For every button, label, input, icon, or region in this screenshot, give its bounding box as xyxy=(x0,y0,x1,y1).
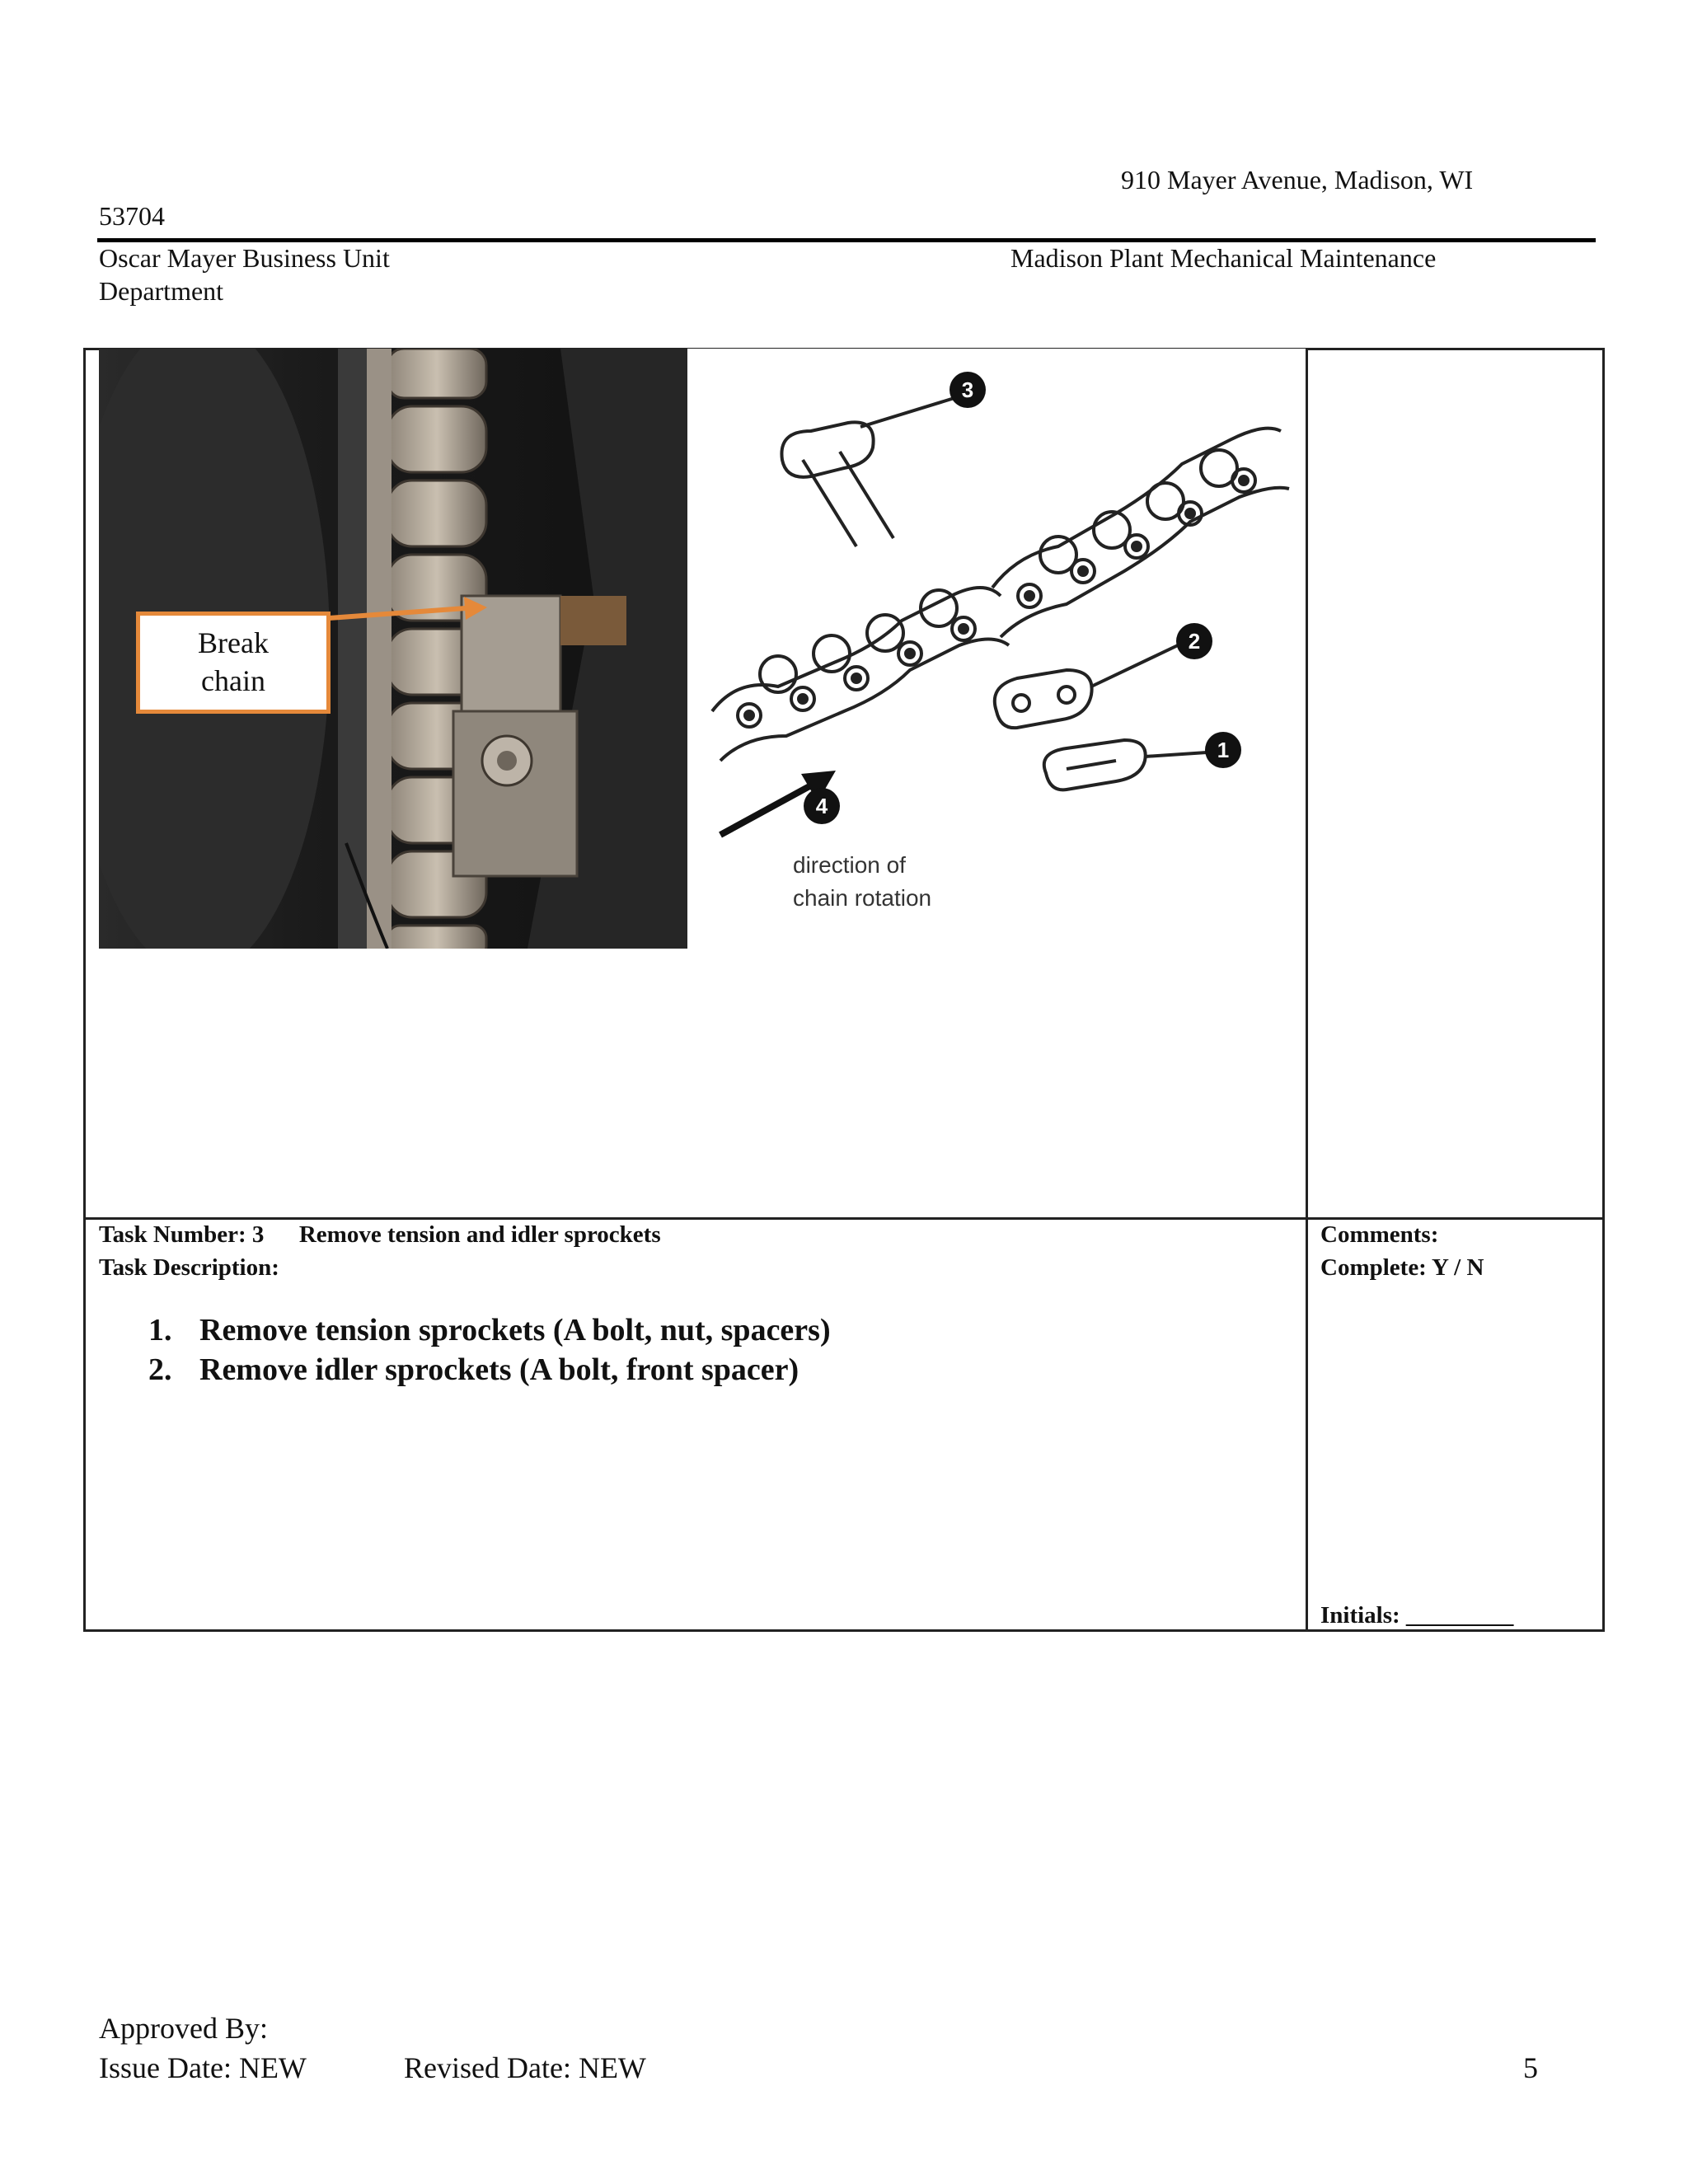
task-number-row xyxy=(99,1218,661,1251)
callout-arrow-icon xyxy=(326,592,490,641)
business-unit: Oscar Mayer Business Unit xyxy=(99,243,390,273)
task-number: Task Number: 3 xyxy=(99,1221,265,1248)
task-description-label: Task Description: xyxy=(99,1254,279,1281)
step-number: 2. xyxy=(148,1352,172,1387)
callout-line-1: Break xyxy=(198,626,269,659)
direction-line-2: chain rotation xyxy=(793,885,932,911)
diagram-label-4: 4 xyxy=(815,794,828,818)
initials-label: Initials: _________ xyxy=(1320,1602,1514,1629)
step-text: Remove tension sprockets (A bolt, nut, spacers) xyxy=(199,1313,831,1347)
department-left: Department xyxy=(99,276,224,306)
diagram-label-3: 3 xyxy=(961,377,974,402)
list-item xyxy=(148,1350,831,1390)
department-right: Madison Plant Mechanical Maintenance xyxy=(1010,243,1437,273)
break-chain-callout xyxy=(136,612,331,714)
comments-label: Comments: xyxy=(1320,1221,1439,1248)
revised-date: Revised Date: NEW xyxy=(404,2051,646,2084)
task-title: Remove tension and idler sprockets xyxy=(298,1221,661,1248)
address-line-2: 53704 xyxy=(99,201,165,231)
direction-line-1: direction of xyxy=(793,852,906,878)
direction-caption xyxy=(793,849,931,915)
chain-diagram-art xyxy=(687,349,1306,949)
approved-by: Approved By: xyxy=(99,2012,268,2045)
list-item xyxy=(148,1310,831,1350)
diagram-label-1: 1 xyxy=(1217,738,1230,762)
step-text: Remove idler sprockets (A bolt, front spacer) xyxy=(199,1352,799,1387)
diagram-label-2: 2 xyxy=(1188,629,1201,654)
table-column-divider xyxy=(1306,348,1308,1632)
chain-diagram xyxy=(687,349,1306,949)
complete-label: Complete: Y / N xyxy=(1320,1254,1484,1281)
issue-date: Issue Date: NEW xyxy=(99,2051,307,2084)
task-steps-list xyxy=(148,1310,831,1390)
address-line-1: 910 Mayer Avenue, Madison, WI xyxy=(1121,165,1474,194)
step-number: 1. xyxy=(148,1313,172,1347)
callout-line-2: chain xyxy=(201,664,265,697)
page-number: 5 xyxy=(1523,2051,1538,2084)
